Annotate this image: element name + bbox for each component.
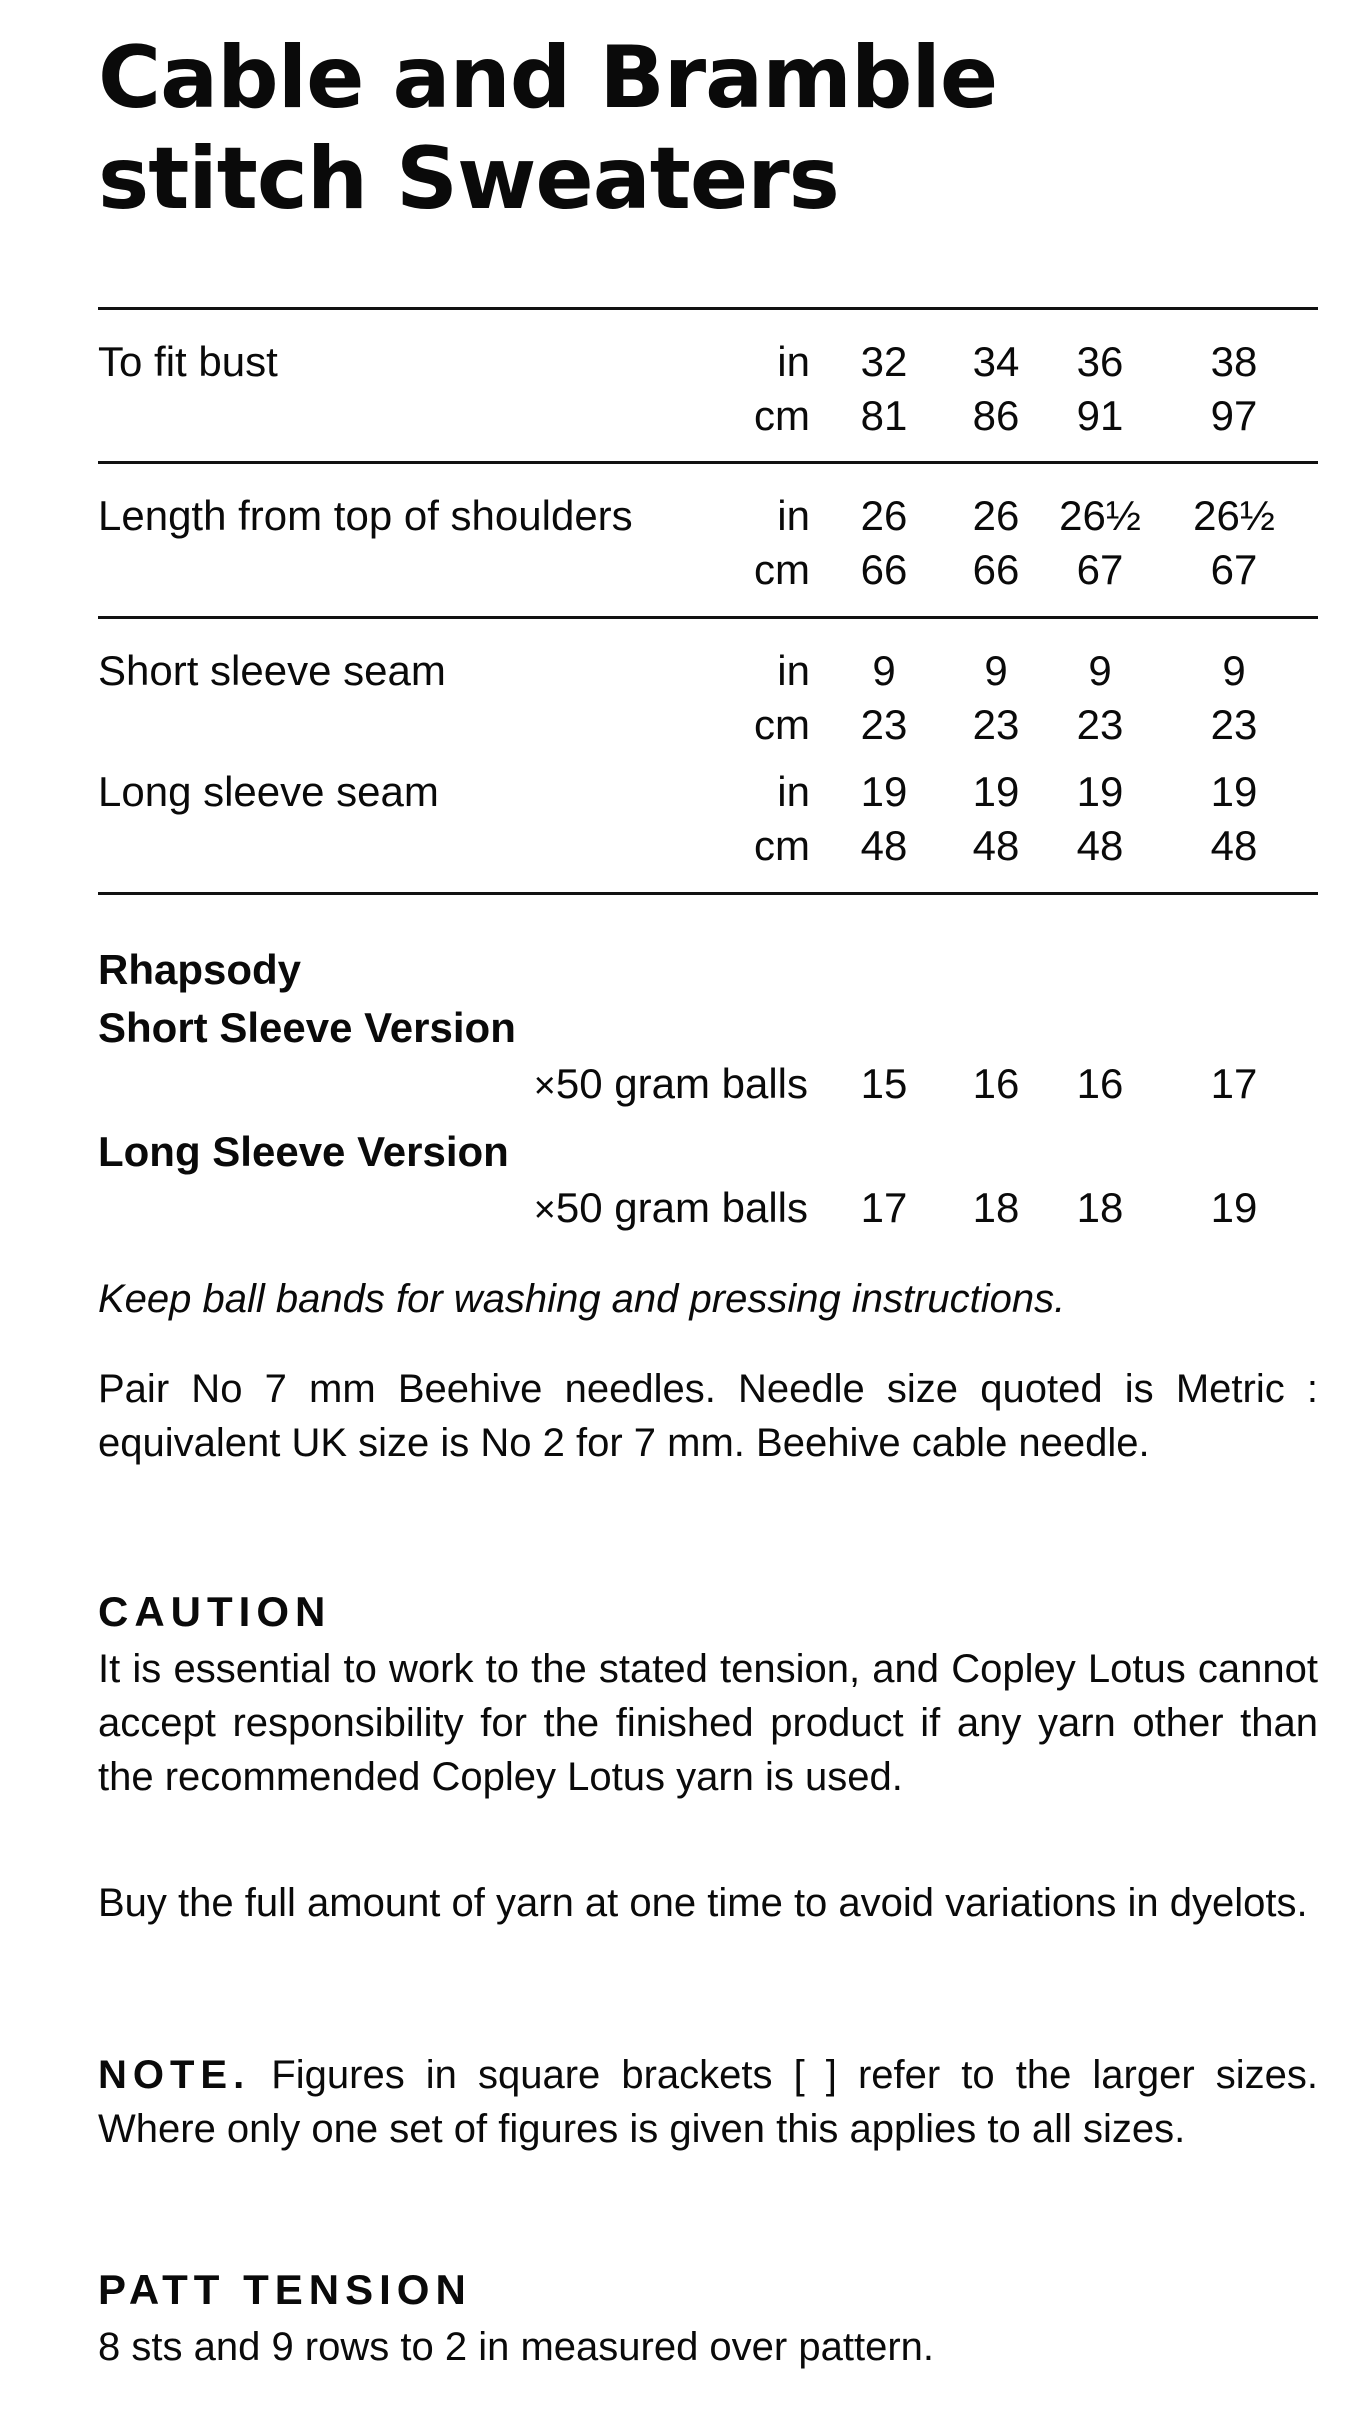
unit-cm: cm: [754, 546, 810, 593]
unit-cm: cm: [754, 392, 810, 439]
short-sleeve-balls-row: [0, 1056, 1361, 1112]
unit-cm: cm: [754, 822, 810, 869]
size-value: 66: [972, 546, 1020, 593]
balls-unit: 50 gram balls: [555, 1060, 808, 1107]
size-value: 91: [1076, 392, 1124, 439]
size-row-length-cm: [0, 542, 1361, 598]
size-value: 48: [972, 822, 1020, 869]
row-label: Long sleeve seam: [98, 768, 439, 815]
size-value: 26½: [1059, 492, 1141, 539]
size-value: 36: [1076, 338, 1124, 385]
size-value: 67: [1076, 546, 1124, 593]
size-row-bust-in: [0, 334, 1361, 390]
divider: [98, 616, 1318, 619]
size-row-short-sleeve-cm: [0, 697, 1361, 753]
size-value: 23: [1076, 701, 1124, 748]
size-value: 66: [860, 546, 908, 593]
ball-count: 18: [1076, 1184, 1124, 1231]
size-value: 38: [1210, 338, 1258, 385]
unit-in: in: [777, 338, 810, 385]
divider: [98, 307, 1318, 310]
size-value: 23: [972, 701, 1020, 748]
size-value: 26½: [1193, 492, 1275, 539]
times-sign: ×: [533, 1189, 556, 1231]
size-value: 48: [1210, 822, 1258, 869]
size-value: 81: [860, 392, 908, 439]
caution-heading: CAUTION: [98, 1588, 332, 1635]
ball-count: 15: [860, 1060, 908, 1107]
size-value: 48: [860, 822, 908, 869]
size-value: 26: [972, 492, 1020, 539]
size-value: 23: [860, 701, 908, 748]
size-value: 86: [972, 392, 1020, 439]
title-line-2: stitch Sweaters: [98, 129, 839, 229]
times-sign: ×: [533, 1065, 556, 1107]
size-row-long-sleeve-cm: [0, 818, 1361, 874]
size-value: 23: [1210, 701, 1258, 748]
balls-label: [400, 1056, 808, 1114]
ball-count: 16: [972, 1060, 1020, 1107]
long-sleeve-balls-row: [0, 1180, 1361, 1236]
title-line-1: Cable and Bramble: [98, 28, 998, 128]
short-sleeve-version-heading: Short Sleeve Version: [98, 1004, 516, 1051]
ball-count: 19: [1210, 1184, 1258, 1231]
size-row-length-in: [0, 488, 1361, 544]
size-value: 19: [1210, 768, 1258, 815]
size-row-short-sleeve-in: [0, 643, 1361, 699]
yarn-name: Rhapsody: [98, 946, 302, 993]
row-label: To fit bust: [98, 338, 278, 385]
yarn-buy-note: Buy the full amount of yarn at one time to avoid variations in dyelots.: [98, 1881, 1308, 1925]
needles-text: Pair No 7 mm Beehive needles. Needle size quoted is Metric : equivalent UK size is No 2 for 7 mm. Beehive cable needle.: [98, 1367, 1318, 1465]
size-value: 19: [972, 768, 1020, 815]
size-value: 26: [860, 492, 908, 539]
size-value: 97: [1210, 392, 1258, 439]
ball-count: 17: [1210, 1060, 1258, 1107]
tension-heading: PATT TENSION: [98, 2266, 472, 2313]
size-row-bust-cm: [0, 388, 1361, 444]
divider: [98, 461, 1318, 464]
size-value: 19: [860, 768, 908, 815]
balls-unit: 50 gram balls: [555, 1184, 808, 1231]
size-value: 19: [1076, 768, 1124, 815]
note-paragraph: [98, 2048, 1318, 2156]
unit-cm: cm: [754, 701, 810, 748]
long-sleeve-version-heading: Long Sleeve Version: [98, 1128, 509, 1175]
divider: [98, 892, 1318, 895]
size-value: 9: [1222, 647, 1246, 694]
size-row-long-sleeve-in: [0, 764, 1361, 820]
ball-bands-note: Keep ball bands for washing and pressing instructions.: [98, 1277, 1066, 1321]
caution-text: It is essential to work to the stated tension, and Copley Lotus cannot accept responsibility for the finished product if any yarn other than the recommended Copley Lotus yarn is used.: [98, 1647, 1318, 1799]
ball-count: 16: [1076, 1060, 1124, 1107]
unit-in: in: [777, 768, 810, 815]
page-title: [98, 28, 997, 230]
size-value: 9: [872, 647, 896, 694]
row-label: Short sleeve seam: [98, 647, 446, 694]
size-value: 32: [860, 338, 908, 385]
size-value: 67: [1210, 546, 1258, 593]
size-value: 48: [1076, 822, 1124, 869]
ball-count: 17: [860, 1184, 908, 1231]
balls-label: [400, 1180, 808, 1238]
note-heading: NOTE.: [98, 2053, 251, 2097]
note-text: Figures in square brackets [ ] refer to the larger sizes. Where only one set of figures is given this applies to all sizes.: [98, 2053, 1318, 2151]
row-label: Length from top of shoulders: [98, 492, 633, 539]
size-value: 9: [1088, 647, 1112, 694]
ball-count: 18: [972, 1184, 1020, 1231]
unit-in: in: [777, 492, 810, 539]
size-value: 9: [984, 647, 1008, 694]
unit-in: in: [777, 647, 810, 694]
tension-text: 8 sts and 9 rows to 2 in measured over pattern.: [98, 2325, 934, 2369]
size-value: 34: [972, 338, 1020, 385]
